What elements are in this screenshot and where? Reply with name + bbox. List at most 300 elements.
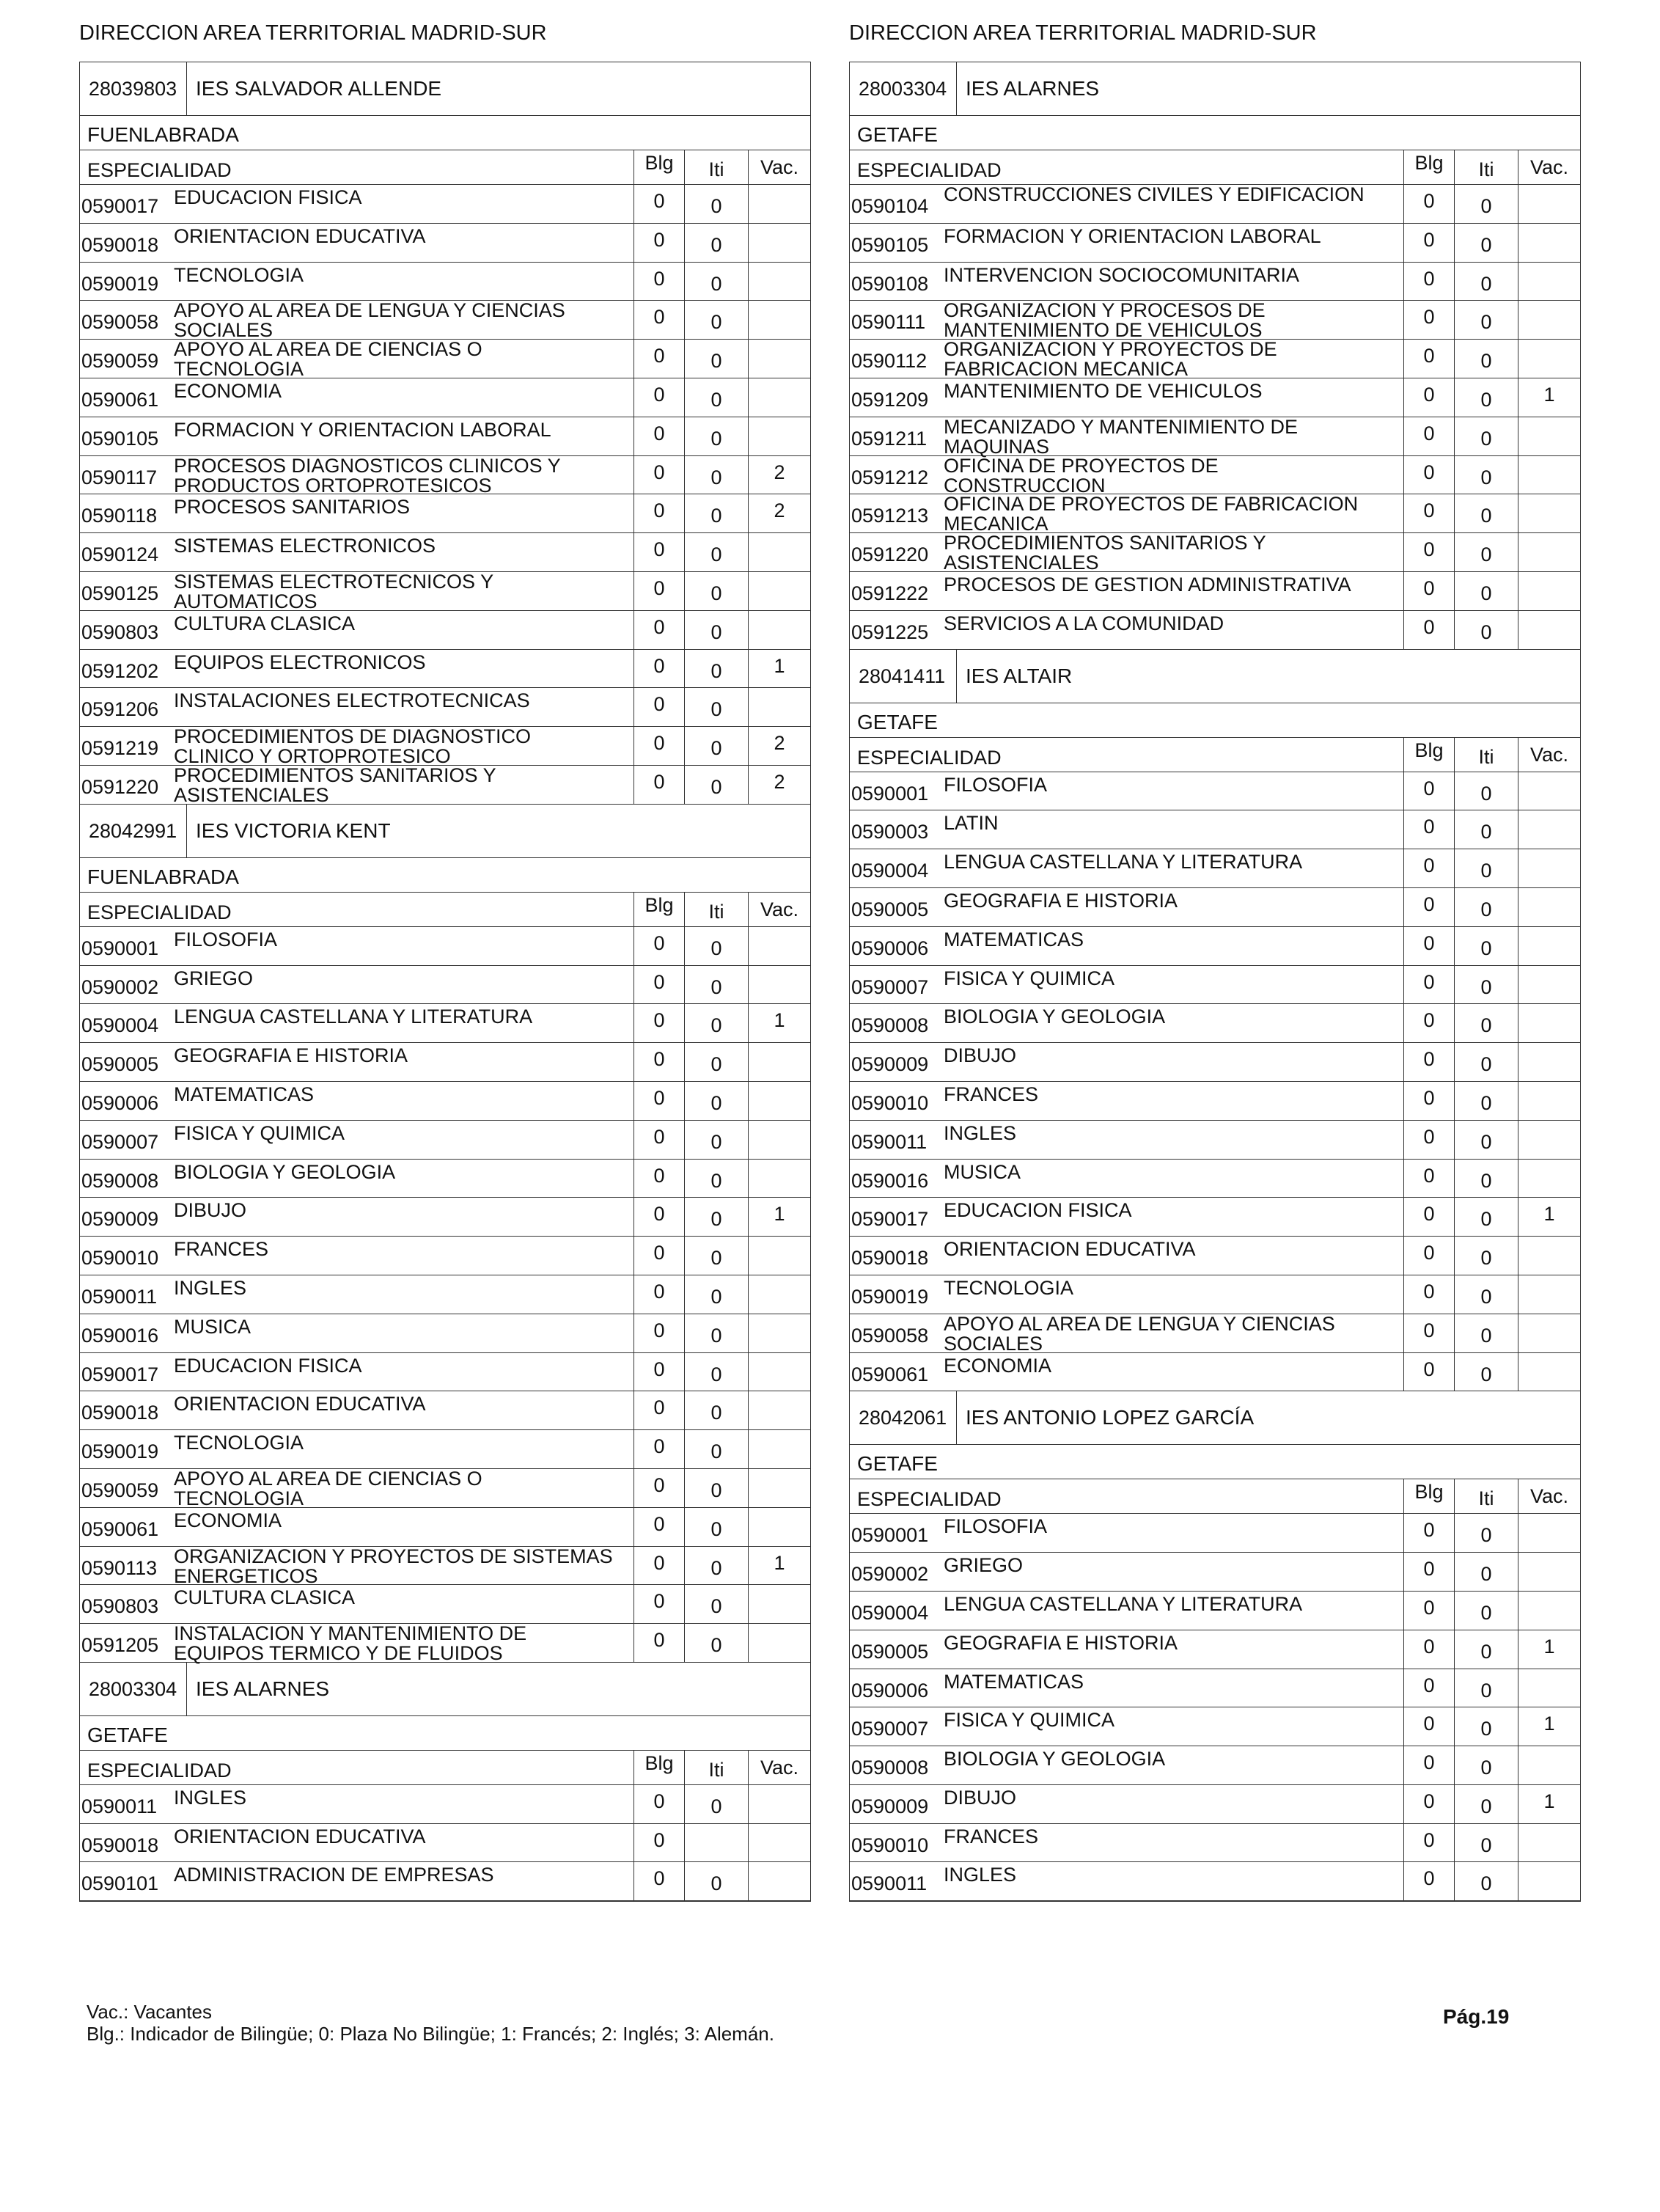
iti-cell: 0 xyxy=(684,494,748,532)
vac-cell xyxy=(1518,456,1580,494)
vac-cell xyxy=(1518,1160,1580,1198)
blg-cell: 0 xyxy=(1403,888,1454,926)
blg-cell: 0 xyxy=(1403,611,1454,649)
table-row xyxy=(850,611,1580,650)
iti-cell: 0 xyxy=(684,340,748,378)
especialidad-name: EQUIPOS ELECTRONICOS xyxy=(174,651,426,673)
vac-cell xyxy=(1518,340,1580,378)
iti-cell: 0 xyxy=(684,301,748,339)
especialidad-cell xyxy=(850,1592,1403,1630)
especialidad-cell xyxy=(80,454,633,497)
iti-cell: 0 xyxy=(684,185,748,223)
blg-cell: 0 xyxy=(633,1237,684,1275)
vac-cell xyxy=(748,1314,810,1352)
vac-cell xyxy=(1518,849,1580,887)
iti-cell: 0 xyxy=(684,1391,748,1429)
especialidad-cell xyxy=(850,1160,1403,1198)
table-row xyxy=(80,301,810,340)
blg-cell: 0 xyxy=(1403,1275,1454,1314)
vac-cell xyxy=(1518,1121,1580,1159)
table-row xyxy=(80,1353,810,1392)
vac-cell xyxy=(748,1275,810,1314)
table-row xyxy=(850,1785,1580,1824)
blg-cell: 0 xyxy=(633,417,684,455)
vac-cell xyxy=(1518,263,1580,301)
especialidad-name: FISICA Y QUIMICA xyxy=(944,1709,1115,1732)
iti-cell: 0 xyxy=(1454,1353,1518,1391)
table-row xyxy=(80,1430,810,1469)
especialidad-cell xyxy=(850,1043,1403,1081)
iti-cell: 0 xyxy=(1454,494,1518,532)
table-row xyxy=(850,1630,1580,1669)
school-name: IES ALARNES xyxy=(966,77,1100,100)
blg-cell: 0 xyxy=(633,1160,684,1198)
school-name: IES ALARNES xyxy=(196,1677,330,1700)
school-header xyxy=(80,1663,810,1716)
especialidad-cell xyxy=(80,224,633,262)
table-row xyxy=(80,572,810,611)
blg-cell: 0 xyxy=(1403,224,1454,262)
vac-cell xyxy=(1518,1314,1580,1352)
table-row xyxy=(80,927,810,966)
especialidad-cell xyxy=(80,1314,633,1352)
especialidad-code: 0590017 xyxy=(81,1363,159,1385)
vac-cell xyxy=(748,185,810,223)
iti-cell: 0 xyxy=(1454,301,1518,339)
header-iti: Iti xyxy=(684,1751,748,1784)
iti-cell: 0 xyxy=(1454,533,1518,571)
especialidad-code: 0590059 xyxy=(81,1479,159,1501)
blg-cell: 0 xyxy=(1403,572,1454,610)
iti-cell: 0 xyxy=(1454,224,1518,262)
iti-cell: 0 xyxy=(684,611,748,649)
especialidad-name: INTERVENCION SOCIOCOMUNITARIA xyxy=(944,263,1300,286)
region-header: DIRECCION AREA TERRITORIAL MADRID-SUR xyxy=(849,21,1317,45)
especialidad-name: ORGANIZACION Y PROYECTOS DE SISTEMAS ENERGETICOS xyxy=(174,1545,613,1587)
especialidad-cell xyxy=(850,1237,1403,1275)
especialidad-name: CONSTRUCCIONES CIVILES Y EDIFICACION xyxy=(944,183,1365,205)
especialidad-cell xyxy=(80,263,633,301)
iti-cell: 0 xyxy=(684,263,748,301)
iti-cell: 0 xyxy=(684,224,748,262)
vac-cell: 1 xyxy=(1518,1785,1580,1823)
header-blg: Blg xyxy=(633,1751,684,1784)
header-blg: Blg xyxy=(633,893,684,926)
especialidad-name: ECONOMIA xyxy=(174,379,282,402)
iti-cell: 0 xyxy=(1454,1004,1518,1042)
blg-cell: 0 xyxy=(633,1547,684,1585)
vac-cell: 1 xyxy=(748,1547,810,1585)
vac-cell: 1 xyxy=(1518,1707,1580,1746)
especialidad-code: 0590017 xyxy=(851,1208,929,1231)
especialidad-code: 0590017 xyxy=(81,195,159,217)
especialidad-code: 0591202 xyxy=(81,659,159,682)
especialidad-code: 0590111 xyxy=(851,311,926,334)
school-town: FUENLABRADA xyxy=(80,116,810,150)
iti-cell: 0 xyxy=(684,1082,748,1120)
especialidad-name: GEOGRAFIA E HISTORIA xyxy=(944,1631,1178,1654)
header-blg: Blg xyxy=(1403,738,1454,772)
table-row xyxy=(850,572,1580,611)
header-blg: Blg xyxy=(1403,1479,1454,1513)
especialidad-cell xyxy=(850,1707,1403,1746)
especialidad-name: ORIENTACION EDUCATIVA xyxy=(944,1238,1196,1261)
especialidad-cell xyxy=(850,1275,1403,1314)
especialidad-code: 0590001 xyxy=(851,782,929,805)
blg-cell: 0 xyxy=(633,1430,684,1468)
table-row xyxy=(80,1275,810,1314)
blg-cell: 0 xyxy=(633,1785,684,1823)
iti-cell: 0 xyxy=(684,927,748,965)
vac-cell xyxy=(1518,572,1580,610)
school-block xyxy=(850,1391,1580,1902)
iti-cell: 0 xyxy=(684,1160,748,1198)
especialidad-code: 0590018 xyxy=(81,233,159,256)
iti-cell: 0 xyxy=(684,572,748,610)
school-block xyxy=(80,805,810,1663)
blg-cell: 0 xyxy=(633,1121,684,1159)
especialidad-cell xyxy=(80,1160,633,1198)
especialidad-cell xyxy=(850,1862,1403,1900)
table-row xyxy=(850,1237,1580,1275)
especialidad-cell xyxy=(80,1121,633,1159)
table-row xyxy=(850,1004,1580,1043)
school-block xyxy=(80,1663,810,1902)
especialidad-name: TECNOLOGIA xyxy=(944,1276,1074,1299)
vac-cell: 1 xyxy=(1518,1198,1580,1236)
vac-cell xyxy=(748,1430,810,1468)
especialidad-cell xyxy=(850,1004,1403,1042)
blg-cell: 0 xyxy=(633,1004,684,1042)
school-town: GETAFE xyxy=(850,1445,1580,1479)
table-row xyxy=(80,1469,810,1508)
especialidad-code: 0590113 xyxy=(81,1556,158,1579)
page-number: Pág.19 xyxy=(1443,2005,1510,2028)
iti-cell: 0 xyxy=(1454,1669,1518,1707)
table-row xyxy=(850,1043,1580,1082)
school-name: IES ANTONIO LOPEZ GARCÍA xyxy=(966,1406,1255,1429)
especialidad-code: 0591212 xyxy=(851,466,929,488)
iti-cell: 0 xyxy=(684,1547,748,1585)
header-especialidad: ESPECIALIDAD xyxy=(857,159,1002,181)
especialidad-name: LENGUA CASTELLANA Y LITERATURA xyxy=(944,851,1303,874)
especialidad-name: FORMACION Y ORIENTACION LABORAL xyxy=(944,224,1321,247)
iti-cell: 0 xyxy=(1454,888,1518,926)
iti-cell: 0 xyxy=(1454,1514,1518,1552)
table-row xyxy=(80,494,810,533)
iti-cell: 0 xyxy=(684,1585,748,1623)
especialidad-cell xyxy=(80,1508,633,1546)
table-row xyxy=(80,1004,810,1043)
especialidad-name: MATEMATICAS xyxy=(944,1670,1084,1693)
header-iti: Iti xyxy=(684,150,748,184)
vac-cell xyxy=(1518,927,1580,965)
blg-cell: 0 xyxy=(1403,927,1454,965)
table-row xyxy=(80,688,810,727)
especialidad-name: ORIENTACION EDUCATIVA xyxy=(174,1393,426,1416)
iti-cell: 0 xyxy=(1454,263,1518,301)
table-row xyxy=(80,417,810,456)
especialidad-name: EDUCACION FISICA xyxy=(174,1354,362,1377)
school-block xyxy=(80,62,810,805)
blg-cell: 0 xyxy=(1403,966,1454,1004)
table-row xyxy=(80,1198,810,1237)
table-row xyxy=(850,1314,1580,1353)
iti-cell: 0 xyxy=(684,966,748,1004)
especialidad-name: INGLES xyxy=(944,1121,1017,1144)
especialidad-cell xyxy=(850,966,1403,1004)
especialidad-cell xyxy=(80,1082,633,1120)
iti-cell: 0 xyxy=(1454,378,1518,417)
legend-vacantes: Vac.: Vacantes xyxy=(87,2001,213,2023)
blg-cell: 0 xyxy=(633,378,684,417)
iti-cell: 0 xyxy=(684,417,748,455)
especialidad-code: 0590058 xyxy=(81,311,159,334)
especialidad-name: INSTALACION Y MANTENIMIENTO DE EQUIPOS TERMICO Y DE FLUIDOS xyxy=(174,1622,527,1665)
blg-cell: 0 xyxy=(633,185,684,223)
vac-cell xyxy=(1518,494,1580,532)
iti-cell: 0 xyxy=(684,1121,748,1159)
especialidad-cell xyxy=(80,1275,633,1314)
especialidad-cell xyxy=(850,1553,1403,1591)
blg-cell: 0 xyxy=(633,966,684,1004)
especialidad-cell xyxy=(850,888,1403,926)
iti-cell: 0 xyxy=(1454,810,1518,849)
column-headers xyxy=(850,1479,1580,1514)
especialidad-code: 0590803 xyxy=(81,620,159,643)
especialidad-name: APOYO AL AREA DE LENGUA Y CIENCIAS SOCIALES xyxy=(174,299,565,342)
blg-cell: 0 xyxy=(1403,533,1454,571)
school-code: 28039803 xyxy=(80,62,187,115)
vac-cell xyxy=(1518,1514,1580,1552)
table-row xyxy=(850,1082,1580,1121)
especialidad-name: FISICA Y QUIMICA xyxy=(944,967,1115,989)
especialidad-name: BIOLOGIA Y GEOLOGIA xyxy=(944,1748,1166,1770)
blg-cell: 0 xyxy=(633,1082,684,1120)
blg-cell: 0 xyxy=(633,1585,684,1623)
table-row xyxy=(850,888,1580,927)
iti-cell: 0 xyxy=(684,456,748,494)
school-name: IES SALVADOR ALLENDE xyxy=(196,77,442,100)
school-name: IES VICTORIA KENT xyxy=(196,818,391,842)
table-row xyxy=(850,263,1580,301)
especialidad-name: ORIENTACION EDUCATIVA xyxy=(174,224,426,247)
especialidad-name: TECNOLOGIA xyxy=(174,1432,304,1454)
especialidad-code: 0590002 xyxy=(81,975,159,998)
table-row xyxy=(80,1237,810,1275)
especialidad-name: PROCEDIMIENTOS SANITARIOS Y ASISTENCIALES xyxy=(174,763,496,806)
especialidad-name: MATEMATICAS xyxy=(174,1083,315,1105)
iti-cell: 0 xyxy=(684,1430,748,1468)
especialidad-code: 0590004 xyxy=(851,860,929,882)
school-code: 28003304 xyxy=(850,62,957,115)
vac-cell xyxy=(1518,1746,1580,1784)
especialidad-cell xyxy=(850,185,1403,223)
school-header xyxy=(850,650,1580,703)
vac-cell xyxy=(748,611,810,649)
especialidad-code: 0590018 xyxy=(81,1834,159,1856)
school-block xyxy=(850,650,1580,1392)
vac-cell: 2 xyxy=(748,766,810,804)
vac-cell xyxy=(748,1624,810,1662)
schools-table xyxy=(849,62,1581,1902)
especialidad-name: INGLES xyxy=(174,1786,247,1809)
especialidad-code: 0590803 xyxy=(81,1595,159,1618)
especialidad-code: 0591211 xyxy=(851,427,928,450)
blg-cell: 0 xyxy=(1403,849,1454,887)
especialidad-cell xyxy=(80,927,633,965)
schools-table xyxy=(79,62,811,1902)
especialidad-code: 0590011 xyxy=(851,1130,928,1153)
especialidad-name: APOYO AL AREA DE CIENCIAS O TECNOLOGIA xyxy=(174,1467,482,1509)
especialidad-code: 0590008 xyxy=(81,1169,159,1192)
especialidad-name: CULTURA CLASICA xyxy=(174,612,356,634)
table-row xyxy=(80,1585,810,1624)
vac-cell xyxy=(748,1160,810,1198)
especialidad-code: 0590108 xyxy=(851,272,929,295)
blg-cell: 0 xyxy=(633,224,684,262)
especialidad-name: ORIENTACION EDUCATIVA xyxy=(174,1825,426,1847)
vac-cell xyxy=(748,263,810,301)
vac-cell: 1 xyxy=(1518,378,1580,417)
vac-cell xyxy=(1518,1237,1580,1275)
especialidad-name: MECANIZADO Y MANTENIMIENTO DE MAQUINAS xyxy=(944,415,1299,458)
especialidad-cell xyxy=(80,1824,633,1862)
especialidad-cell xyxy=(80,1353,633,1391)
especialidad-name: ORGANIZACION Y PROYECTOS DE FABRICACION MECANICA xyxy=(944,338,1277,381)
especialidad-name: OFICINA DE PROYECTOS DE FABRICACION MECANICA xyxy=(944,493,1359,535)
especialidad-name: FISICA Y QUIMICA xyxy=(174,1121,345,1144)
table-row xyxy=(80,611,810,650)
blg-cell: 0 xyxy=(633,1314,684,1352)
iti-cell: 0 xyxy=(1454,1043,1518,1081)
especialidad-cell xyxy=(80,494,633,532)
blg-cell: 0 xyxy=(1403,1669,1454,1707)
blg-cell: 0 xyxy=(1403,1862,1454,1900)
especialidad-code: 0590009 xyxy=(851,1053,929,1076)
header-iti: Iti xyxy=(684,893,748,926)
especialidad-code: 0591225 xyxy=(851,620,929,643)
iti-cell: 0 xyxy=(1454,1553,1518,1591)
table-row xyxy=(80,1624,810,1663)
especialidad-name: GEOGRAFIA E HISTORIA xyxy=(944,889,1178,912)
table-row xyxy=(850,1514,1580,1553)
especialidad-cell xyxy=(850,1785,1403,1823)
blg-cell: 0 xyxy=(1403,1198,1454,1236)
especialidad-cell xyxy=(850,1669,1403,1707)
school-code: 28042991 xyxy=(80,805,187,857)
especialidad-code: 0591220 xyxy=(81,775,159,798)
especialidad-name: ECONOMIA xyxy=(944,1354,1052,1377)
iti-cell: 0 xyxy=(684,650,748,688)
especialidad-cell xyxy=(80,1785,633,1823)
blg-cell: 0 xyxy=(1403,1314,1454,1352)
blg-cell: 0 xyxy=(1403,1237,1454,1275)
especialidad-code: 0590006 xyxy=(81,1091,159,1114)
especialidad-code: 0590007 xyxy=(851,975,929,998)
vac-cell xyxy=(1518,1004,1580,1042)
table-row xyxy=(850,1553,1580,1592)
especialidad-cell xyxy=(850,1082,1403,1120)
blg-cell: 0 xyxy=(633,456,684,494)
blg-cell: 0 xyxy=(633,1198,684,1236)
blg-cell: 0 xyxy=(1403,1746,1454,1784)
blg-cell: 0 xyxy=(1403,1514,1454,1552)
blg-cell: 0 xyxy=(1403,456,1454,494)
column-headers xyxy=(80,1751,810,1785)
school-header xyxy=(850,1391,1580,1445)
vac-cell xyxy=(748,378,810,417)
header-especialidad: ESPECIALIDAD xyxy=(87,159,232,181)
especialidad-code: 0590006 xyxy=(851,937,929,959)
iti-cell: 0 xyxy=(1454,966,1518,1004)
right-column xyxy=(849,0,1581,1902)
iti-cell: 0 xyxy=(684,1314,748,1352)
vac-cell xyxy=(748,688,810,726)
especialidad-cell xyxy=(80,1237,633,1275)
especialidad-cell xyxy=(80,611,633,649)
blg-cell: 0 xyxy=(633,688,684,726)
especialidad-code: 0590019 xyxy=(81,1440,159,1463)
vac-cell xyxy=(1518,533,1580,571)
table-row xyxy=(80,224,810,263)
vac-cell: 1 xyxy=(1518,1630,1580,1669)
column-headers xyxy=(850,738,1580,772)
school-name: IES ALTAIR xyxy=(966,664,1073,687)
iti-cell: 0 xyxy=(1454,1746,1518,1784)
blg-cell: 0 xyxy=(1403,1353,1454,1391)
blg-cell: 0 xyxy=(633,1824,684,1862)
vac-cell xyxy=(1518,966,1580,1004)
especialidad-cell xyxy=(850,415,1403,458)
especialidad-code: 0590010 xyxy=(81,1247,159,1270)
especialidad-name: SISTEMAS ELECTRONICOS xyxy=(174,535,436,557)
blg-cell: 0 xyxy=(1403,1630,1454,1669)
especialidad-cell xyxy=(80,1862,633,1900)
especialidad-code: 0590005 xyxy=(851,1640,929,1663)
iti-cell: 0 xyxy=(684,1862,748,1900)
iti-cell: 0 xyxy=(1454,849,1518,887)
table-row xyxy=(850,849,1580,888)
table-row xyxy=(80,1862,810,1901)
especialidad-code: 0591222 xyxy=(851,582,929,604)
table-row xyxy=(80,338,810,381)
footer-legend xyxy=(87,2001,774,2045)
vac-cell xyxy=(748,1391,810,1429)
iti-cell: 0 xyxy=(684,1237,748,1275)
iti-cell: 0 xyxy=(684,378,748,417)
blg-cell: 0 xyxy=(1403,1592,1454,1630)
especialidad-name: GRIEGO xyxy=(944,1554,1024,1577)
table-row xyxy=(850,1746,1580,1785)
especialidad-name: ADMINISTRACION DE EMPRESAS xyxy=(174,1864,494,1886)
vac-cell xyxy=(1518,1043,1580,1081)
vac-cell xyxy=(748,1862,810,1900)
iti-cell: 0 xyxy=(684,1043,748,1081)
school-town: FUENLABRADA xyxy=(80,858,810,893)
especialidad-name: LENGUA CASTELLANA Y LITERATURA xyxy=(174,1006,533,1028)
especialidad-code: 0590105 xyxy=(851,233,929,256)
vac-cell xyxy=(1518,888,1580,926)
column-headers xyxy=(850,150,1580,185)
header-especialidad: ESPECIALIDAD xyxy=(87,901,232,923)
especialidad-cell xyxy=(850,810,1403,849)
vac-cell xyxy=(748,417,810,455)
especialidad-name: FILOSOFIA xyxy=(174,928,278,951)
table-row xyxy=(850,810,1580,849)
especialidad-cell xyxy=(850,1824,1403,1862)
table-row xyxy=(80,533,810,572)
